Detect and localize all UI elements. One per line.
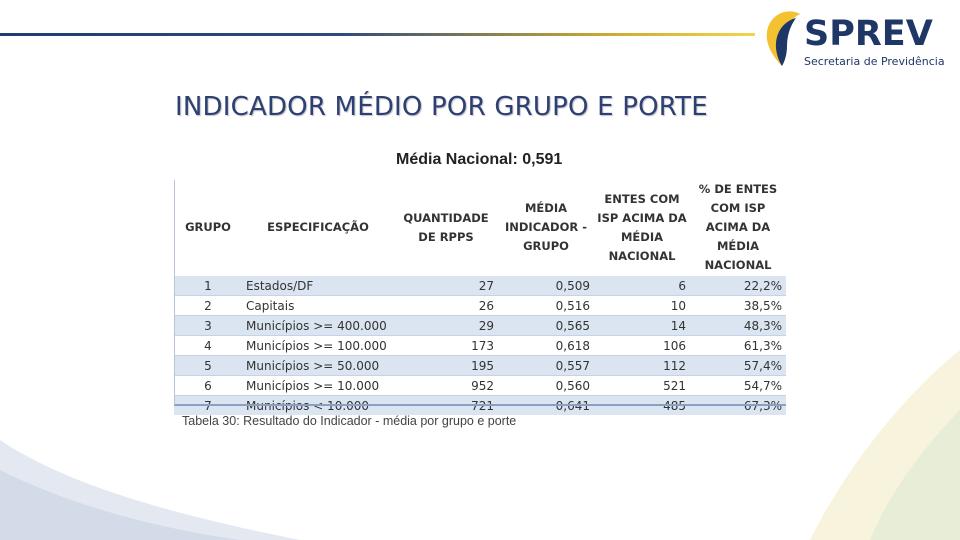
table-row — [174, 356, 786, 376]
cell-media: 0,557 — [498, 356, 594, 376]
cell-quantidade: 721 — [394, 396, 498, 416]
table-row — [174, 336, 786, 356]
cell-entes: 14 — [594, 316, 690, 336]
cell-media: 0,516 — [498, 296, 594, 316]
cell-entes: 6 — [594, 276, 690, 296]
cell-media: 0,565 — [498, 316, 594, 336]
cell-grupo: 4 — [174, 336, 242, 356]
cell-percentual: 57,4% — [690, 356, 786, 376]
cell-especificacao: Municípios >= 50.000 — [242, 356, 394, 376]
cell-grupo: 2 — [174, 296, 242, 316]
table-row — [174, 376, 786, 396]
header-grupo: GRUPO — [174, 180, 242, 276]
cell-quantidade: 195 — [394, 356, 498, 376]
cell-grupo: 7 — [174, 396, 242, 416]
cell-especificacao: Municípios < 10.000 — [242, 396, 394, 416]
table-row — [174, 396, 786, 416]
table-row — [174, 316, 786, 336]
page-title: INDICADOR MÉDIO POR GRUPO E PORTE — [175, 92, 708, 122]
cell-grupo: 6 — [174, 376, 242, 396]
table-row — [174, 296, 786, 316]
decorative-wave-right — [770, 350, 960, 540]
table-caption: Tabela 30: Resultado do Indicador - média por grupo e porte — [182, 414, 517, 428]
sprev-subtitle: Secretaria de Previdência — [804, 55, 945, 68]
cell-percentual: 67,3% — [690, 396, 786, 416]
cell-especificacao: Municípios >= 400.000 — [242, 316, 394, 336]
header-especificacao: ESPECIFICAÇÃO — [242, 180, 394, 276]
cell-percentual: 61,3% — [690, 336, 786, 356]
header-percentual-acima: % DE ENTES COM ISP ACIMA DA MÉDIA NACIONAL — [690, 180, 786, 276]
cell-especificacao: Municípios >= 100.000 — [242, 336, 394, 356]
header-quantidade-rpps: QUANTIDADE DE RPPS — [394, 180, 498, 276]
cell-entes: 106 — [594, 336, 690, 356]
sprev-logo — [762, 8, 952, 70]
header-media-indicador: MÉDIA INDICADOR - GRUPO — [498, 180, 594, 276]
results-table — [174, 180, 786, 415]
cell-media: 0,509 — [498, 276, 594, 296]
cell-percentual: 54,7% — [690, 376, 786, 396]
cell-percentual: 48,3% — [690, 316, 786, 336]
cell-entes: 10 — [594, 296, 690, 316]
cell-percentual: 38,5% — [690, 296, 786, 316]
cell-especificacao: Capitais — [242, 296, 394, 316]
cell-entes: 521 — [594, 376, 690, 396]
sprev-logo-mark-icon — [762, 8, 804, 70]
cell-percentual: 22,2% — [690, 276, 786, 296]
header-entes-acima: ENTES COM ISP ACIMA DA MÉDIA NACIONAL — [594, 180, 690, 276]
cell-media: 0,641 — [498, 396, 594, 416]
cell-grupo: 5 — [174, 356, 242, 376]
cell-entes: 112 — [594, 356, 690, 376]
cell-quantidade: 173 — [394, 336, 498, 356]
cell-especificacao: Municípios >= 10.000 — [242, 376, 394, 396]
table-header-row — [174, 180, 786, 276]
national-average: Média Nacional: 0,591 — [396, 151, 563, 168]
table-row — [174, 276, 786, 296]
decorative-wave-left — [0, 440, 300, 540]
cell-grupo: 1 — [174, 276, 242, 296]
cell-quantidade: 27 — [394, 276, 498, 296]
header-divider-line — [0, 33, 755, 36]
cell-grupo: 3 — [174, 316, 242, 336]
cell-especificacao: Estados/DF — [242, 276, 394, 296]
cell-quantidade: 952 — [394, 376, 498, 396]
cell-media: 0,560 — [498, 376, 594, 396]
cell-quantidade: 26 — [394, 296, 498, 316]
cell-quantidade: 29 — [394, 316, 498, 336]
sprev-wordmark: SPREV — [804, 14, 933, 54]
cell-entes: 485 — [594, 396, 690, 416]
cell-media: 0,618 — [498, 336, 594, 356]
results-table-container — [174, 180, 786, 415]
